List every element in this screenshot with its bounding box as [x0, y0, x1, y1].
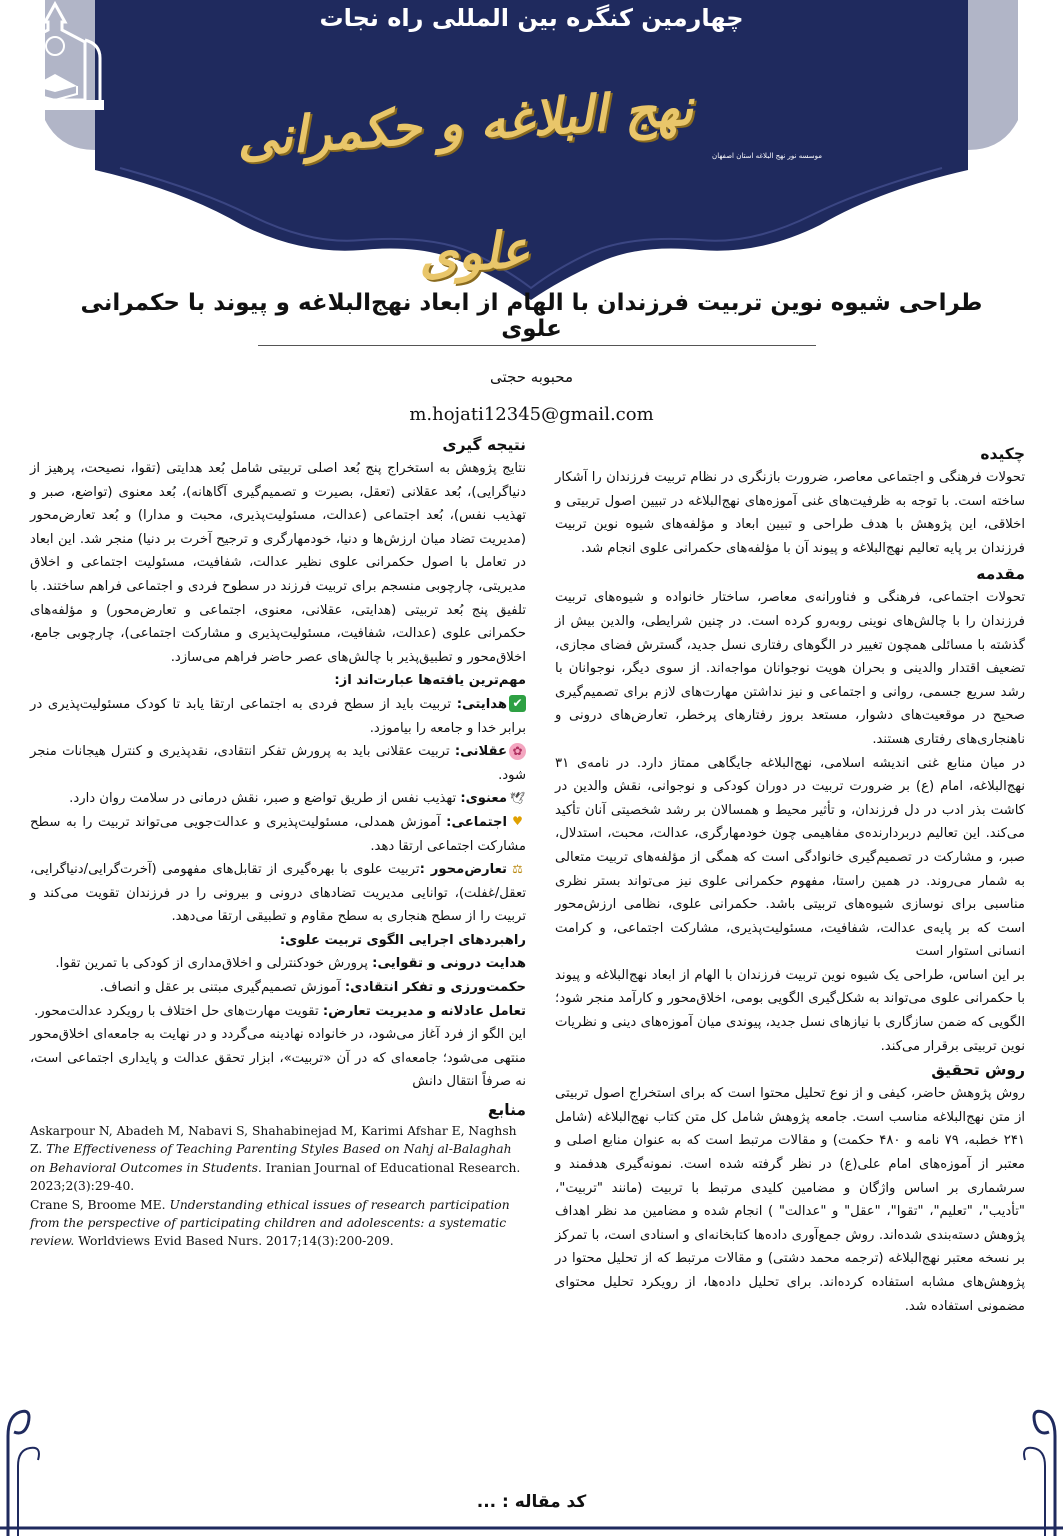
closing-text: این الگو از فرد آغاز می‌شود، در خانواده نهادینه می‌گردد و در نهایت به جامعه‌ای اخلاق‌محور منتهی می‌شود؛ جامعه‌ای که در آن «تربیت»، ابزار تحقق عدالت و پایداری اجتماعی است، نه صرفاً انتقال دانش: [30, 1027, 526, 1090]
intro-heading: مقدمه: [976, 565, 1025, 584]
author-name: محبوبه حجتی: [490, 368, 573, 386]
conclusion-heading: نتیجه گیری: [442, 436, 526, 454]
left-column: [30, 433, 526, 1251]
article-title: طراحی شیوه نوین تربیت فرزندان با الهام از ابعاد نهج‌البلاغه و پیوند با حکمرانی علوی: [80, 290, 983, 342]
strategy-text: پرورش خودکنترلی و اخلاق‌مداری از کودکی با تمرین تقوا.: [55, 956, 373, 972]
strategy-title: هدایت درونی و تقوایی:: [372, 956, 526, 972]
finding-text: آموزش همدلی، مسئولیت‌پذیری و عدالت‌جویی می‌تواند تربیت را به سطح مشارکت اجتماعی ارتقا دهد.: [30, 814, 526, 854]
reference-title: The Effectiveness of Teaching Parenting Styles Based on Nahj al-Balaghah on Behavioral Outcomes in Students.: [30, 1142, 512, 1175]
finding-title: معنوی:: [460, 791, 507, 807]
brain-icon: ✿: [509, 743, 526, 760]
method-text: روش پژوهش حاضر، کیفی و از نوع تحلیل محتوا است که برای استخراج اصول تربیتی از متن نهج‌البلاغه مناسب است. جامعه پژوهش شامل کل متن کتاب نهج‌البلاغه (شامل ۲۴۱ خطبه، ۷۹ نامه و ۴۸۰ حکمت) و مقالات مرتبط است که به عنوان منابع اصلی و معتبر از آموزه‌های امام علی(ع) در نظر گرفته شده است. نمونه‌گیری هدفمند و سرشماری بر اساس واژگان و مضامین کلیدی مرتبط با تربیت (مانند "تربیت"، "تأدیب"، "تعلیم"، "تقوا"، "عقل" و "عدالت" ) انجام شده و مضامین مد نظر اهداف پژوهش دسته‌بندی شده‌اند. روش جمع‌آوری داده‌ها کتابخانه‌ای و اسنادی است، با تمرکز بر نسخه معتبر نهج‌البلاغه (ترجمه محمد دشتی) و مقالات مرتبط که از تحلیل محتوا در پژوهش‌های مشابه استفاده کرده‌اند. برای تحلیل داده‌ها، از رویکرد تحلیل محتوای مضمونی استفاده شد.: [555, 1086, 1025, 1314]
finding-text: تهذیب نفس از طریق تواضع و صبر، نقش درمانی در سلامت روان دارد.: [69, 791, 461, 807]
strategy-title: تعامل عادلانه و مدیریت تعارض:: [322, 1003, 526, 1019]
finding-text: تربیت باید از سطح فردی به اجتماعی ارتقا یابد تا کودک مسئولیت‌پذیری در برابر خدا و جامعه را بیاموزد.: [30, 696, 526, 736]
header-banner: [0, 0, 1063, 300]
findings-list: [30, 693, 526, 929]
strategy-item: [30, 976, 526, 1000]
right-column: [555, 442, 1025, 1318]
reference-source: Iranian Journal of Educational Research. 2023;2(3):29-40.: [30, 1160, 521, 1194]
heart-icon: ♥: [512, 814, 523, 829]
finding-title: اجتماعی:: [446, 814, 507, 830]
reference-source: Worldviews Evid Based Nurs. 2017;14(3):200-209.: [74, 1234, 394, 1249]
strategy-text: تقویت مهارت‌های حل اختلاف با رویکرد عدالت‌محور.: [34, 1003, 323, 1019]
strategy-title: حکمت‌ورزی و تفکر انتقادی:: [344, 980, 526, 996]
scales-icon: ⚖: [512, 861, 523, 876]
strategy-item: [30, 1000, 526, 1024]
dove-icon: 🕊: [509, 790, 526, 805]
method-heading: روش تحقیق: [931, 1061, 1025, 1080]
finding-item: [30, 811, 526, 858]
corner-ornament-icon: [1003, 1406, 1063, 1536]
finding-item: [30, 787, 526, 811]
finding-text: تربیت عقلانی باید به پرورش تفکر انتقادی، نقدپذیری و کنترل هیجانات منجر شود.: [30, 744, 526, 783]
strategy-item: [30, 952, 526, 976]
calligraphy-title: نهج البلاغه و حکمرانی علوی: [234, 77, 696, 286]
logo-caption: موسسه نور نهج البلاغه استان اصفهان: [712, 152, 822, 160]
congress-title: چهارمین کنگره بین المللی راه نجات: [319, 4, 744, 32]
institute-logo-icon: [0, 0, 110, 120]
finding-title: عقلانی:: [454, 744, 507, 760]
check-icon: ✔: [509, 695, 526, 712]
corner-ornament-icon: [0, 1406, 60, 1536]
author-email[interactable]: m.hojati12345@gmail.com: [409, 404, 654, 425]
reference-authors: Askarpour N, Abadeh M, Nabavi S, Shahabinejad M, Karimi Afshar E, Naghsh Z.: [30, 1124, 517, 1157]
conclusion-text: نتایج پژوهش به استخراج پنج بُعد اصلی تربیتی شامل بُعد هدایتی (تقوا، نصیحت، پرهیز از دنیاگرایی)، بُعد عقلانی (تعقل، بصیرت و تصمیم‌گیری آگاهانه)، بُعد معنوی (تواضع، صبر و تهذیب نفس)، بُعد اجتماعی (عدالت، مسئولیت‌پذیری، محبت و مدارا) و بُعد تعارض‌محور (مدیریت تضاد میان ارزش‌ها و دنیا، خودمهارگری و ترجیح آخرت بر دنیا) منجر شد. این ابعاد در تعامل با اصول حکمرانی علوی نظیر عدالت، شفافیت، مسئولیت اجتماعی و اخلاق مدیریتی، چارچوبی منسجم برای تربیت فرزند در سطوح فردی و اجتماعی فراهم ساختند. با تلفیق پنج بُعد تربیتی (هدایتی، عقلانی، معنوی، اجتماعی و تعارض‌محور) و مؤلفه‌های حکمرانی علوی (عدالت، شفافیت، مسئولیت‌پذیری و مشارکت اجتماعی)، چارچوبی جامع، اخلاق‌محور و تطبیق‌پذیر با چالش‌های عصر حاضر فراهم می‌سازد.: [30, 461, 526, 665]
footer-border: [60, 1518, 1003, 1536]
finding-item: [30, 858, 526, 929]
finding-title: هدایتی:: [456, 696, 507, 712]
reference-item: [30, 1196, 526, 1251]
reference-authors: Crane S, Broome ME.: [30, 1197, 170, 1212]
finding-item: [30, 740, 526, 787]
title-divider: [258, 345, 816, 346]
finding-text: تربیت علوی با بهره‌گیری از تقابل‌های مفهومی (آخرت‌گرایی/دنیاگرایی، تعقل/غفلت)، توانایی مدیریت تضادهای درونی و بیرونی را در فرزندان تقویت می‌کند و تربیت را از سطح هنجاری به سطح مقاوم و تطبیقی ارتقا می‌دهد.: [30, 862, 526, 925]
intro-paragraph: بر این اساس، طراحی یک شیوه نوین تربیت فرزندان با الهام از ابعاد نهج‌البلاغه و پیوند با حکمرانی علوی می‌تواند به شکل‌گیری الگویی بومی، اخلاق‌محور و کارآمد منجر شود؛ الگویی که ضمن سازگاری با نیازهای نسل جدید، پیوندی میان آموزه‌های دینی و نظریات نوین تربیتی برقرار می‌کند.: [555, 967, 1025, 1054]
references-list: [30, 1122, 526, 1251]
article-code: کد مقاله : ...: [476, 1492, 587, 1512]
strategies-list: [30, 952, 526, 1023]
intro-paragraph: در میان منابع غنی اندیشه اسلامی، نهج‌البلاغه جایگاهی ممتاز دارد. در نامه‌ی ۳۱ نهج‌البلاغه، امام (ع) بر ضرورت تربیت در دوران کودکی و نوجوانی، نقش والدین در کاشت بذر ادب در دل فرزندان، و تأثیر محیط و همسالان بر رشد شخصیتی آنان تأکید می‌کند. این تعالیم دربردارنده‌ی مفاهیمی چون خودمهارگری، عدالت، محبت، استدلال، صبر، و مشارکت در تصمیم‌گیری خانوادگی است که همگی از مؤلفه‌های تربیت متعالی به شمار می‌روند. در همین راستا، مفهوم حکمرانی علوی نیز می‌تواند بستر نظری مناسبی برای نوسازی شیوه‌های تربیتی باشد. حکمرانی علوی، نظامی ارزش‌محور است که بر پایه‌ی عدالت، شفافیت، مسئولیت‌پذیری، مشارکت اجتماعی، و کرامت انسانی استوار است: [555, 755, 1025, 960]
findings-heading: مهم‌ترین یافته‌ها عبارت‌اند از:: [334, 673, 526, 689]
strategy-text: آموزش تصمیم‌گیری مبتنی بر عقل و انصاف.: [99, 980, 345, 996]
abstract-heading: چکیده: [980, 445, 1025, 463]
references-heading: منابع: [487, 1101, 526, 1120]
strategies-heading: راهبردهای اجرایی الگوی تربیت علوی:: [279, 932, 526, 948]
finding-title: تعارض‌محور :: [419, 862, 507, 878]
intro-paragraph: تحولات اجتماعی، فرهنگی و فناورانه‌ی معاصر، ساختار خانواده و شیوه‌های تربیت فرزندان را با چالش‌های نوینی روبه‌رو کرده است. در چنین شرایطی، والدین بیش از گذشته با مسائلی همچون تغییر در الگوهای رفتاری نسل جدید، گسترش فضای مجازی، تضعیف اقتدار والدینی و بحران هویت نوجوانان مواجه‌اند. از سوی دیگر، نوجوانان با رشد سریع جسمی، روانی و اجتماعی و نیز نداشتن مهارت‌های لازم برای تصمیم‌گیری صحیح در موقعیت‌های دشوار، مستعد بروز رفتارهای پرخطر، تعارض‌های درونی و ناهنجاری‌های رفتاری هستند.: [555, 590, 1025, 747]
reference-item: [30, 1122, 526, 1196]
reference-title: Understanding ethical issues of research participation from the perspective of participating children and adolescents: a systematic review.: [30, 1197, 510, 1249]
abstract-text: تحولات فرهنگی و اجتماعی معاصر، ضرورت بازنگری در نظام تربیت فرزندان را آشکار ساخته است. با توجه به ظرفیت‌های غنی آموزه‌های نهج‌البلاغه در تبیین اصول تربیتی و اخلاقی، این پژوهش با هدف طراحی و تبیین ابعاد و مؤلفه‌های شیوه نوین تربیت فرزندان بر پایه تعالیم نهج‌البلاغه و پیوند آن با مؤلفه‌های حکمرانی علوی انجام شد.: [555, 470, 1025, 556]
finding-item: [30, 693, 526, 740]
